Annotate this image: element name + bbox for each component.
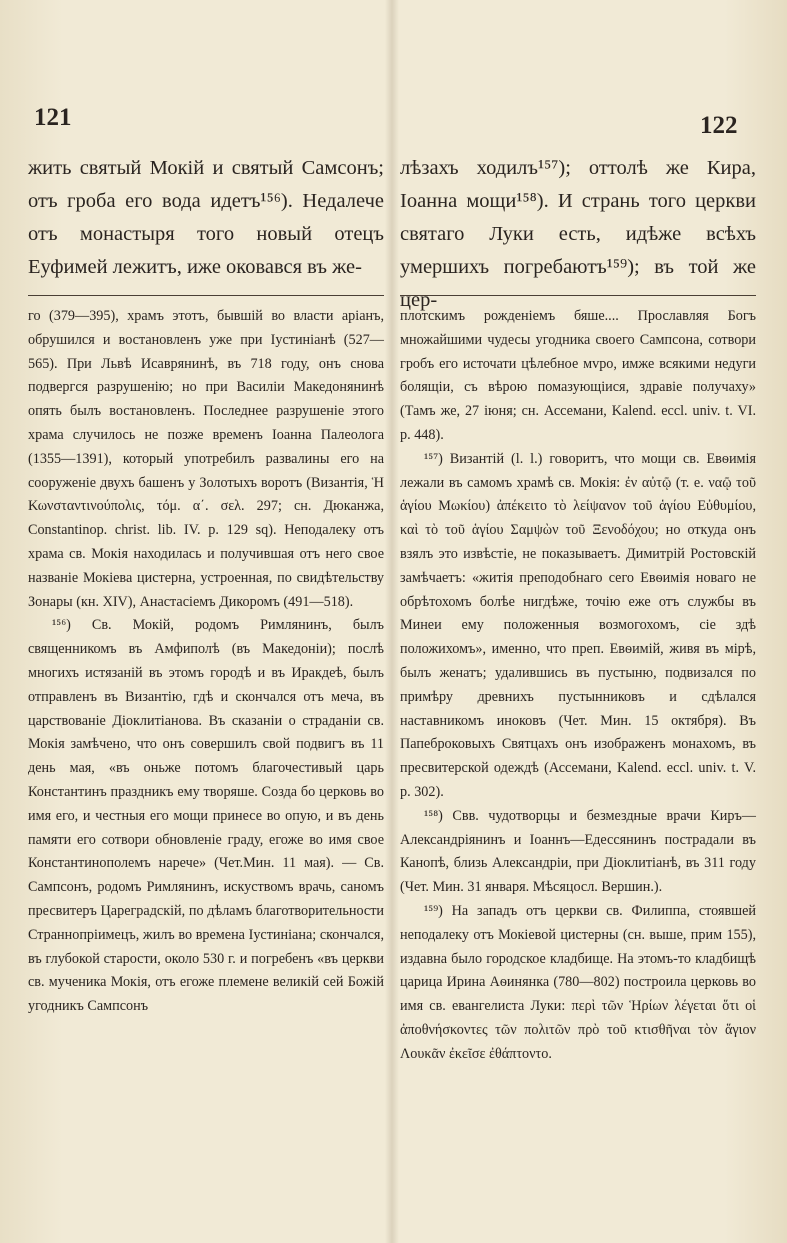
right-page-number: 122 bbox=[700, 112, 738, 139]
right-footnotes bbox=[400, 305, 756, 1067]
right-main-paragraph: лѣзахъ ходилъ¹⁵⁷); оттолѣ же Кира, Іоанна мощи¹⁵⁸). И странь того церкви святаго Луки есть, идѣже всѣхъ умершихъ погребаютъ¹⁵⁹); въ той же цер- bbox=[400, 157, 756, 311]
left-page-number: 121 bbox=[34, 104, 72, 131]
footnote-156-continuation: плотскимъ рожденіемъ бяше.... Прославляя Богъ множайшими чудесы угодника своего Сампсона, сотвори гробъ его источати цѣлебное мvро, имже всякими недуги болящіи, съ вѣрою помазующіися, здравіе получаху» (Тамъ же, 27 іюня; сн. Ассемани, Kalend. eccl. univ. t. VI. p. 448). bbox=[400, 308, 756, 443]
right-footnote-rule bbox=[400, 295, 756, 296]
right-main-text bbox=[400, 152, 756, 317]
left-footnotes bbox=[28, 305, 384, 1019]
left-main-text bbox=[28, 152, 384, 284]
book-gutter bbox=[385, 0, 399, 1243]
footnote-158: ¹⁵⁸) Свв. чудотворцы и безмездные врачи Киръ—Александріянинъ и Іоаннъ—Едессянинъ пострадали въ Канопѣ, близь Александріи, при Діоклитіанѣ, въ 311 году (Чет. Мин. 31 января. Мѣсяцосл. Вершин.). bbox=[400, 807, 756, 896]
footnote-159: ¹⁵⁹) На западъ отъ церкви св. Филиппа, стоявшей неподалеку отъ Мокіевой цистерны (сн. выше, прим 155), издавна было городское кладбище. На этомъ-то кладбищѣ царица Ирина Аѳинянка (780—802) построила церковь во имя св. евангелиста Луки: περὶ τῶν Ἡρίων λέγεται ὅτι οἱ ἀποθνήσκοντες τῶν πολιτῶν πρὸ τοῦ κτισθῆναι τὸν ἅγιον Λουκᾶν ἐκεῖσε ἐθάπτοντο. bbox=[400, 902, 756, 1062]
left-footnote-rule bbox=[28, 295, 384, 296]
footnote-157: ¹⁵⁷) Византій (l. l.) говоритъ, что мощи св. Евѳимія лежали въ самомъ храмѣ св. Мокія: ἐν αὐτῷ (т. е. ναῷ τοῦ ἁγίου Μωκίου) ἀπέκειτο τὸ λείψανον τοῦ ἁγίου Εὐθυμίου, καὶ τὸ τοῦ ἁγίου Σαμψὼν τοῦ Ξενοδόχου; но откуда онъ взялъ это извѣстіе, не показываетъ. Димитрій Ростовскій замѣчаетъ: «житія преподобнаго сего Евѳимія новаго не обрѣтохомъ болѣе нигдѣже, точію еже отъ службы въ Минеи ему положенныя возмогохомъ, сіе здѣ положихомъ», именно, что преп. Евѳимій, живя въ мірѣ, былъ женатъ; удалившись въ пустыню, подвизался по примѣру древнихъ пустынниковъ и сдѣлался наставникомъ иноковъ (Чет. Мин. 15 октября). Въ Папеброковыхъ Святцахъ онъ изображенъ монахомъ, въ пресвитерской одеждѣ (Ассемани, Kalend. eccl. univ. t. V. p. 302). bbox=[400, 450, 756, 800]
footnote-155-continuation: го (379—395), храмъ этотъ, бывшій во власти аріанъ, обрушился и востановленъ уже при Іустиніанѣ (527—565). При Львѣ Исаврянинѣ, въ 718 году, онъ снова подвергся разрушенію; но при Василіи Македонянинѣ опять былъ востановленъ. Последнее разрушеніе этого храма случилось не позже временъ Іоанна Палеолога (1355—1391), который употребилъ развалины его на сооруженіе двухъ башенъ у Золотыхъ воротъ (Византія, Ἡ Κωνσταντινούπολις, τόμ. α΄. σελ. 297; сн. Дюканжа, Constantinop. christ. lib. IV. p. 129 sq). Неподалеку отъ храма св. Мокія находилась и получившая отъ него свое названіе Мокіева цистерна, устроенная, по свидѣтельству Зонары (кн. XIV), Анастасіемъ Дикоромъ (491—518). bbox=[28, 308, 384, 610]
footnote-156: ¹⁵⁶) Св. Мокій, родомъ Римлянинъ, былъ священникомъ въ Амфиполѣ (въ Македоніи); послѣ многихъ истязаній въ этомъ городѣ и въ Иракдеѣ, былъ отправленъ въ Византію, гдѣ и скончался отъ меча, въ царствованіе Діоклитіанова. Въ сказаніи о страданіи св. Мокія замѣчено, что онъ совершилъ свой подвигъ въ 11 день мая, «въ оньже потомъ благочестивый царь Константинъ праздникъ ему творяше. Созда бо церковь во имя его, и честныя его мощи принесе во опую, и въ день памяти его сотвори обновленіе граду, егоже во имя свое Константинополемъ нарече» (Чет.Мин. 11 мая). — Св. Сампсонъ, родомъ Римлянинъ, искуствомъ врачь, саномъ пресвитеръ Цареградскій, по дѣламъ благотворительности Страннопріимецъ, жилъ во времена Іустиніана; скончался, въ глубокой старости, около 530 г. и погребенъ «въ церкви св. мученика Мокія, отъ егоже племене великій сей Божій угодникъ Сампсонъ bbox=[28, 617, 384, 1015]
left-main-paragraph: жить святый Мокій и святый Самсонъ; отъ гроба его вода идетъ¹⁵⁶). Недалече отъ монастыря того новый отецъ Еуфимей лежитъ, иже оковався въ же- bbox=[28, 157, 384, 278]
